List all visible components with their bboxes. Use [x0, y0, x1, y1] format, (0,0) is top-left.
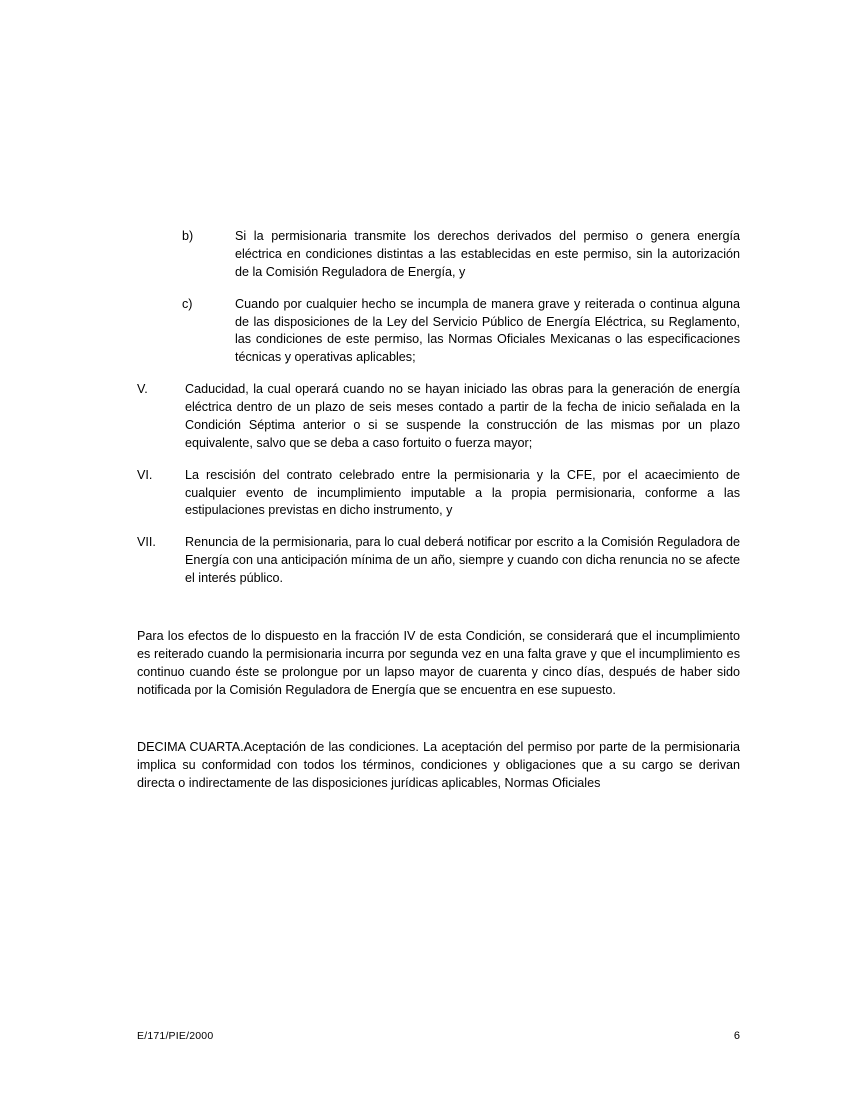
clause-decima-cuarta	[137, 739, 740, 793]
list-item-vii	[137, 534, 740, 588]
document-body	[137, 228, 740, 807]
page-number: 6	[733, 1030, 740, 1042]
list-item-marker: V.	[137, 382, 148, 397]
list-item-v	[137, 381, 740, 453]
list-item-text: La rescisión del contrato celebrado entre la permisionaria y la CFE, por el acaecimiento de cualquier evento de incumplimiento imputable a la propia permisionaria, conforme a las estipulaciones previstas en dicho instrumento, y	[185, 467, 740, 518]
list-item-marker: VII.	[137, 535, 156, 550]
page-footer	[137, 1030, 740, 1042]
document-id: E/171/PIE/2000	[137, 1030, 214, 1042]
list-item-text: Renuncia de la permisionaria, para lo cual deberá notificar por escrito a la Comisión Reguladora de Energía con una anticipación mínima de un año, siempre y cuando con dicha renuncia no se afecte el interés público.	[185, 535, 740, 585]
paragraph-spacer-2	[137, 713, 740, 739]
paragraph-incumplimiento: Para los efectos de lo dispuesto en la fracción IV de esta Condición, se considerará que el incumplimiento es reiterado cuando la permisionaria incurra por segunda vez en una falta grave y que el incumplimiento es continuo cuando éste se prolongue por un lapso mayor de cuarenta y cinco días, después de haber sido notificada por la Comisión Reguladora de Energía que se encuentra en ese supuesto.	[137, 628, 740, 697]
list-item-marker: b)	[182, 229, 194, 243]
list-item-b	[182, 228, 740, 282]
list-item-marker: VI.	[137, 467, 153, 482]
clause-heading: DECIMA CUARTA.	[137, 740, 244, 755]
clause-text: Aceptación de las condiciones. La aceptación del permiso por parte de la permisionaria implica su conformidad con todos los términos, condiciones y obligaciones que a su cargo se derivan directa o indirectamente de las disposiciones jurídicas aplicables, Normas Oficiales	[137, 740, 740, 791]
list-item-marker: c)	[182, 296, 193, 311]
list-item-c	[182, 296, 740, 368]
list-item-text: Caducidad, la cual operará cuando no se hayan iniciado las obras para la generación de energía eléctrica dentro de un plazo de seis meses contado a partir de la fecha de inicio señalada en la Condición Séptima anterior o si se suspende la construcción de las mismas por un plazo equivalente, salvo que se deba a caso fortuito o fuerza mayor;	[185, 382, 740, 450]
paragraph-spacer	[137, 602, 740, 628]
list-item-vi	[137, 467, 740, 521]
list-item-text: Si la permisionaria transmite los derechos derivados del permiso o genera energía eléctrica en condiciones distintas a las establecidas en este permiso, sin la autorización de la Comisión Reguladora de Energía, y	[235, 229, 740, 279]
list-item-text: Cuando por cualquier hecho se incumpla de manera grave y reiterada o continua alguna de las disposiciones de la Ley del Servicio Público de Energía Eléctrica, su Reglamento, las condiciones de este permiso, las Normas Oficiales Mexicanas o las especificaciones técnicas y operativas aplicables;	[235, 296, 740, 365]
